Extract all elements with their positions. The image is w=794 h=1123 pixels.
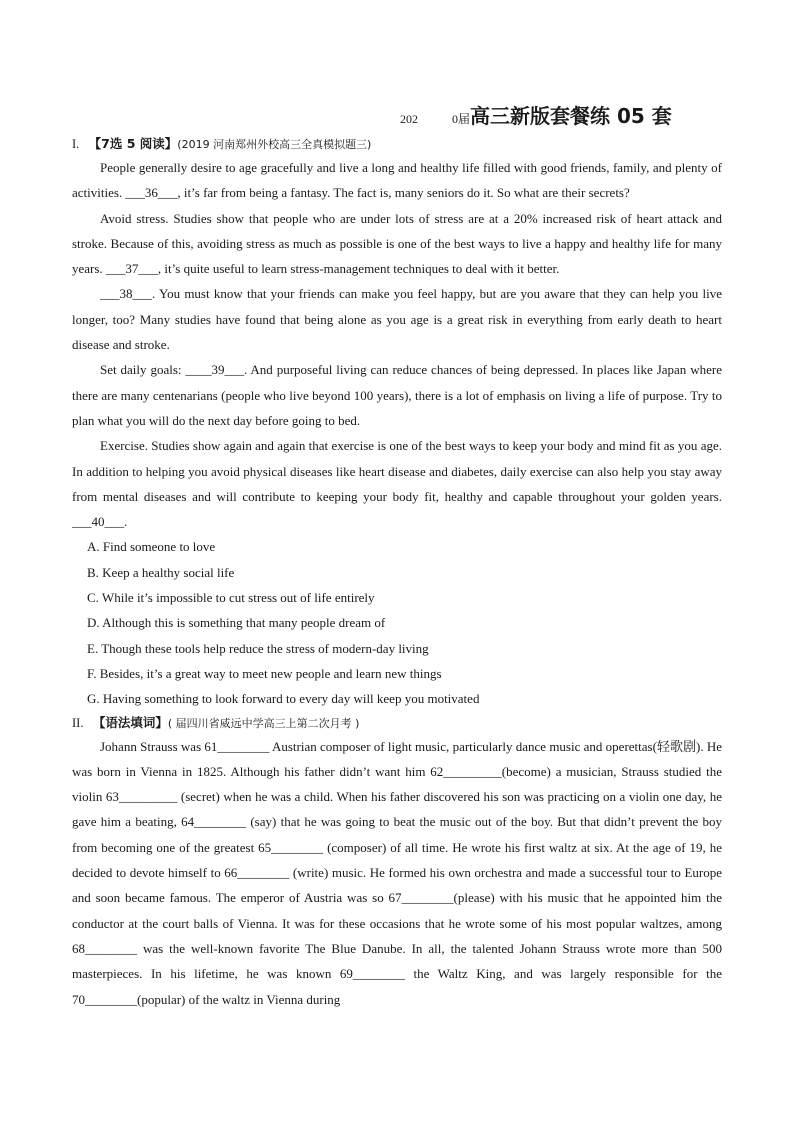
page-title bbox=[400, 100, 672, 129]
option-c: C. While it’s impossible to cut stress out of life entirely bbox=[87, 590, 375, 606]
section2-source: ( 届四川省威远中学高三上第二次月考 ) bbox=[167, 716, 360, 730]
section1-source: (2019 河南郑州外校高三全真模拟题三) bbox=[177, 138, 372, 151]
option-f: F. Besides, it’s a great way to meet new people and learn new things bbox=[87, 665, 442, 681]
options-list bbox=[72, 534, 722, 711]
document-body bbox=[72, 133, 722, 1012]
section2-label: II. bbox=[72, 715, 84, 730]
section1-label: I. bbox=[72, 137, 80, 151]
option-e: E. Though these tools help reduce the stress of modern-day living bbox=[87, 640, 429, 656]
option-b: B. Keep a healthy social life bbox=[87, 564, 235, 580]
title-year-suffix: 0届 bbox=[452, 112, 471, 126]
title-main: 高三新版套餐练 05 套 bbox=[470, 104, 672, 128]
option-d: D. Although this is something that many people dream of bbox=[87, 615, 386, 631]
section2-title: 【语法填词】 bbox=[92, 714, 168, 730]
section1-title: 【7选 5 阅读】 bbox=[88, 136, 178, 151]
option-a: A. Find someone to love bbox=[87, 539, 216, 555]
section1-paragraph-1: People generally desire to age gracefully and live a long and healthy life filled with good friends, family, and plenty of activities. ___36___, it’s far from being a fantasy. The fact is, many seniors do it. So what are their secrets? bbox=[72, 160, 722, 201]
section1-paragraph-4: Set daily goals: ____39___. And purposeful living can reduce chances of being depressed. In places like Japan where there are many centenarians (people who live beyond 100 years), there is a lot of emphasis on living a life of purpose. Try to plan what you will do the next day before going to bed. bbox=[72, 362, 722, 428]
section1-heading bbox=[72, 133, 722, 155]
section1-paragraph-3: ___38___. You must know that your friends can make you feel happy, but are you aware that they can help you live longer, too? Many studies have found that being alone as you age is a great risk in everything from early death to heart disease and stroke. bbox=[72, 286, 722, 353]
section1-paragraph-5: Exercise. Studies show again and again that exercise is one of the best ways to keep your body and mind fit as you age. In addition to helping you avoid physical diseases like heart disease and diabetes, daily exercise can also help you stay away from mental diseases and will contribute to keeping your body fit, healthy and capable throughout your golden years. ___40___. bbox=[72, 438, 722, 530]
section2-paragraph: Johann Strauss was 61________ Austrian composer of light music, particularly dance music and operettas(轻歌剧). He was born in Vienna in 1825. Although his father didn’t want him 62_________(become) a musician, Strauss studied the violin 63_________ (secret) when he was a child. When his father discovered his son was practicing on a violin one day, he gave him a beating, 64________ (say) that he was going to beat the music out of the boy. But that didn’t prevent the boy from becoming one of the greatest 65________ (composer) of all time. He wrote his first waltz at six. At the age of 19, he decided to devote himself to 66________ (write) music. He formed his own orchestra and made a successful tour to Europe and soon became famous. The emperor of Austria was so 67________(please) with his music that he appointed him the conductor at the court balls of Vienna. It was for these occasions that he wrote some of his most popular waltzes, among 68________ was the well-known favorite The Blue Danube. In all, the talented Johann Strauss wrote more than 500 masterpieces. In his lifetime, he was known 69________ the Waltz King, and was largely responsible for the 70________(popular) of the waltz in Vienna during bbox=[72, 738, 722, 1007]
section1-paragraph-2: Avoid stress. Studies show that people who are under lots of stress are at a 20% increased risk of heart attack and stroke. Because of this, avoiding stress as much as possible is one of the best ways to live a happy and healthy life for many years. ___37___, it’s quite useful to learn stress-management techniques to deal with it better. bbox=[72, 210, 722, 277]
title-year-prefix: 202 bbox=[400, 112, 418, 126]
option-g: G. Having something to look forward to every day will keep you motivated bbox=[87, 691, 480, 707]
section2-heading bbox=[72, 712, 722, 734]
